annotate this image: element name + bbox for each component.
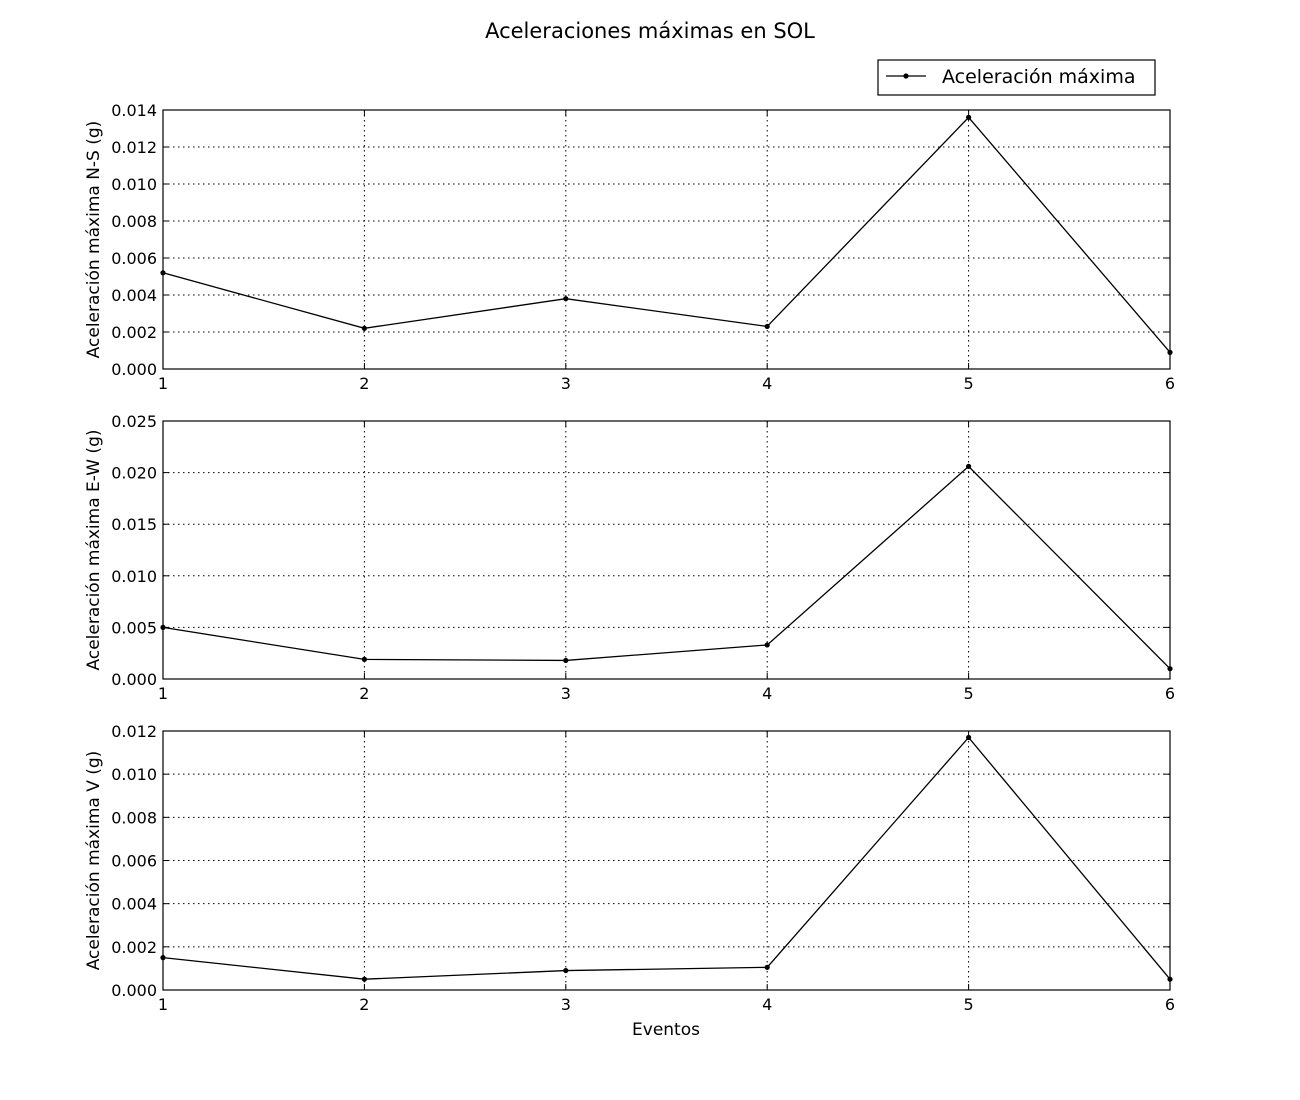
data-point [563,658,568,663]
panel-1 [84,101,1175,393]
y-axis-label: Aceleración máxima N-S (g) [84,120,104,359]
data-point [966,115,971,120]
y-tick-label: 0.025 [111,412,157,431]
x-tick-label: 4 [762,995,773,1014]
legend-label: Aceleración máxima [942,66,1136,88]
x-tick-label: 5 [963,374,974,393]
y-axis-label: Aceleración máxima E-W (g) [84,429,104,671]
panels [84,101,1175,1014]
chart-title: Aceleraciones máximas en SOL [485,19,815,43]
x-tick-label: 2 [359,684,370,703]
plot-frame [163,421,1170,679]
y-tick-label: 0.020 [111,463,157,483]
x-tick-label: 6 [1164,684,1176,703]
y-tick-label: 0.008 [111,212,157,231]
x-tick-label: 3 [560,684,571,703]
legend-marker [903,73,908,78]
data-point [1167,350,1172,355]
y-tick-label: 0.008 [111,808,157,828]
y-tick-label: 0.004 [111,894,157,914]
x-tick-label: 4 [762,684,773,703]
legend [878,60,1155,95]
x-tick-label: 1 [157,684,169,703]
y-tick-label: 0.010 [111,566,157,586]
x-tick-label: 6 [1164,995,1176,1014]
x-tick-label: 5 [963,684,974,703]
x-tick-label: 1 [157,374,169,393]
data-point [160,625,165,630]
data-point [160,955,165,960]
plot-frame [163,110,1170,369]
y-tick-label: 0.006 [111,851,157,871]
panel-3 [84,722,1175,1014]
data-point [362,326,367,331]
data-point [563,968,568,973]
series-line [163,117,1170,352]
x-tick-label: 2 [359,995,370,1014]
y-tick-label: 0.006 [111,249,157,268]
x-tick-label: 4 [762,374,773,393]
data-point [966,464,971,469]
y-tick-label: 0.000 [111,670,157,689]
y-tick-label: 0.000 [111,981,157,1000]
y-tick-label: 0.004 [111,286,157,305]
data-point [765,965,770,970]
y-tick-label: 0.005 [111,618,157,638]
series-line [163,466,1170,668]
y-tick-label: 0.010 [111,175,157,194]
y-tick-label: 0.012 [111,138,157,157]
data-point [362,977,367,982]
data-point [1167,977,1172,982]
y-tick-label: 0.015 [111,515,157,535]
y-axis-label: Aceleración máxima V (g) [84,750,104,971]
y-tick-label: 0.014 [111,101,157,120]
y-tick-label: 0.002 [111,937,157,957]
y-tick-label: 0.000 [111,360,157,379]
y-tick-label: 0.012 [111,722,157,741]
y-tick-label: 0.010 [111,765,157,785]
x-tick-label: 3 [560,995,571,1014]
x-tick-label: 3 [560,374,571,393]
y-tick-label: 0.002 [111,323,157,342]
data-point [765,642,770,647]
x-tick-label: 5 [963,995,974,1014]
data-point [563,296,568,301]
data-point [765,324,770,329]
x-axis-label: Eventos [632,1020,700,1040]
data-point [1167,666,1172,671]
data-point [966,735,971,740]
x-tick-label: 6 [1164,374,1176,393]
x-tick-label: 1 [157,995,169,1014]
data-point [362,657,367,662]
x-tick-label: 2 [359,374,370,393]
panel-2 [84,412,1175,703]
data-point [160,270,165,275]
